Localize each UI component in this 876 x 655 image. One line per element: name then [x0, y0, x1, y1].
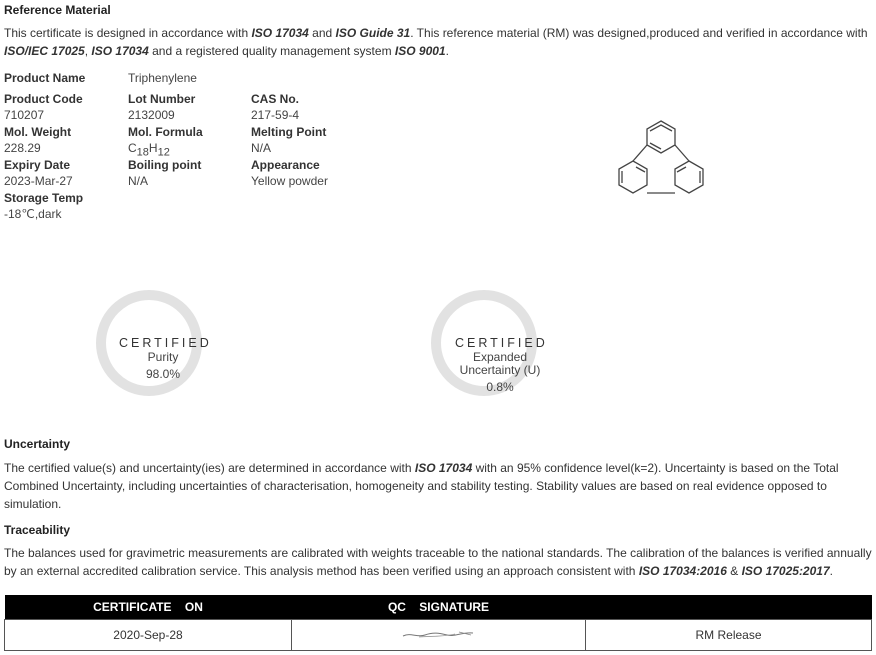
expiry-date-value: 2023-Mar-27 [4, 174, 73, 188]
formula-element: H [148, 141, 158, 155]
traceability-text: & [726, 564, 742, 578]
cas-label: CAS No. [251, 92, 299, 106]
appearance-label: Appearance [251, 158, 320, 172]
mol-formula-label: Mol. Formula [128, 125, 203, 139]
signature-cell [292, 620, 586, 651]
intro-text: This certificate is designed in accordance with [4, 26, 252, 40]
certified-uncertainty-label-2: Uncertainty (U) [459, 363, 541, 377]
uncertainty-text: The certified value(s) and uncertainty(ies) are determined in accordance with [4, 461, 415, 475]
intro-standard: ISO 17034 [251, 26, 309, 40]
intro-standard: ISO Guide 31 [335, 26, 411, 40]
certified-purity-label: Purity [147, 350, 179, 364]
product-code-label: Product Code [4, 92, 83, 106]
uncertainty-paragraph [4, 459, 864, 513]
certified-purity-value: 98.0% [145, 367, 181, 381]
lot-number-value: 2132009 [128, 108, 175, 122]
formula-subscript: 18 [136, 146, 149, 159]
traceability-standard: ISO 17025:2017 [741, 564, 830, 578]
certified-purity-title: CERTIFIED [119, 336, 212, 350]
structure-bond [675, 145, 689, 161]
mol-formula-value [128, 141, 170, 158]
uncertainty-text: with an 95% confidence level(k=2). Uncertainty is based on the Total Combined Uncertainty, including uncertainties of characterisation, homogeneity and stability testing. Stability values are based on real evidence opposed to simulation. [4, 461, 839, 511]
product-name-value: Triphenylene [128, 71, 197, 85]
intro-text: , [84, 44, 92, 58]
triphenylene-structure-image [605, 115, 717, 210]
appearance-value: Yellow powder [251, 174, 328, 188]
intro-standard: ISO 17034 [91, 44, 149, 58]
structure-ring-top [647, 121, 675, 153]
traceability-text: . [829, 564, 833, 578]
product-name-label: Product Name [4, 71, 86, 85]
certificate-date: 2020-Sep-28 [5, 620, 292, 651]
mol-weight-label: Mol. Weight [4, 125, 72, 139]
formula-subscript: 12 [157, 146, 170, 159]
structure-bond [633, 145, 647, 161]
qc-signature-header: QC SIGNATURE [292, 595, 586, 620]
product-code-value: 710207 [4, 108, 45, 122]
uncertainty-standard: ISO 17034 [414, 461, 473, 475]
signature-table-row [5, 620, 872, 651]
intro-standard: ISO/IEC 17025 [4, 44, 85, 58]
page-title: Reference Material [4, 3, 111, 17]
cas-value: 217-59-4 [251, 108, 300, 122]
structure-ring-right [675, 161, 703, 193]
intro-text: and [308, 26, 336, 40]
traceability-text: The balances used for gravimetric measurements are calibrated with weights traceable to the national standards. The calibration of the balances is verified annually by an external accredited calibration service. This analysis method has been verified using an approach consistent with [4, 546, 872, 578]
formula-element: C [128, 141, 137, 155]
intro-text: . [445, 44, 449, 58]
handwritten-signature-image [399, 626, 479, 642]
storage-temp-label: Storage Temp [4, 191, 84, 205]
rm-release: RM Release [586, 620, 872, 651]
release-header [586, 595, 872, 620]
certificate-on-header: CERTIFICATE ON [5, 595, 292, 620]
signature-table-header [5, 595, 872, 620]
certified-uncertainty-title: CERTIFIED [455, 336, 548, 350]
intro-text: and a registered quality management system [148, 44, 395, 58]
uncertainty-title: Uncertainty [4, 437, 71, 451]
melting-point-value: N/A [251, 141, 272, 155]
traceability-paragraph [4, 544, 874, 580]
intro-text: . This reference material (RM) was designed,produced and verified in accordance with [410, 26, 868, 40]
traceability-standard: ISO 17034:2016 [638, 564, 727, 578]
intro-standard: ISO 9001 [394, 44, 446, 58]
melting-point-label: Melting Point [251, 125, 327, 139]
lot-number-label: Lot Number [128, 92, 196, 106]
certified-uncertainty-value: 0.8% [486, 380, 514, 394]
traceability-title: Traceability [4, 523, 71, 537]
intro-paragraph [4, 24, 872, 60]
structure-ring-left [619, 161, 647, 193]
mol-weight-value: 228.29 [4, 141, 41, 155]
certified-uncertainty-label: Expanded [472, 350, 528, 364]
boiling-point-label: Boiling point [128, 158, 202, 172]
signature-table [4, 595, 872, 651]
expiry-date-label: Expiry Date [4, 158, 71, 172]
boiling-point-value: N/A [128, 174, 149, 188]
storage-temp-value: -18℃,dark [4, 207, 62, 221]
